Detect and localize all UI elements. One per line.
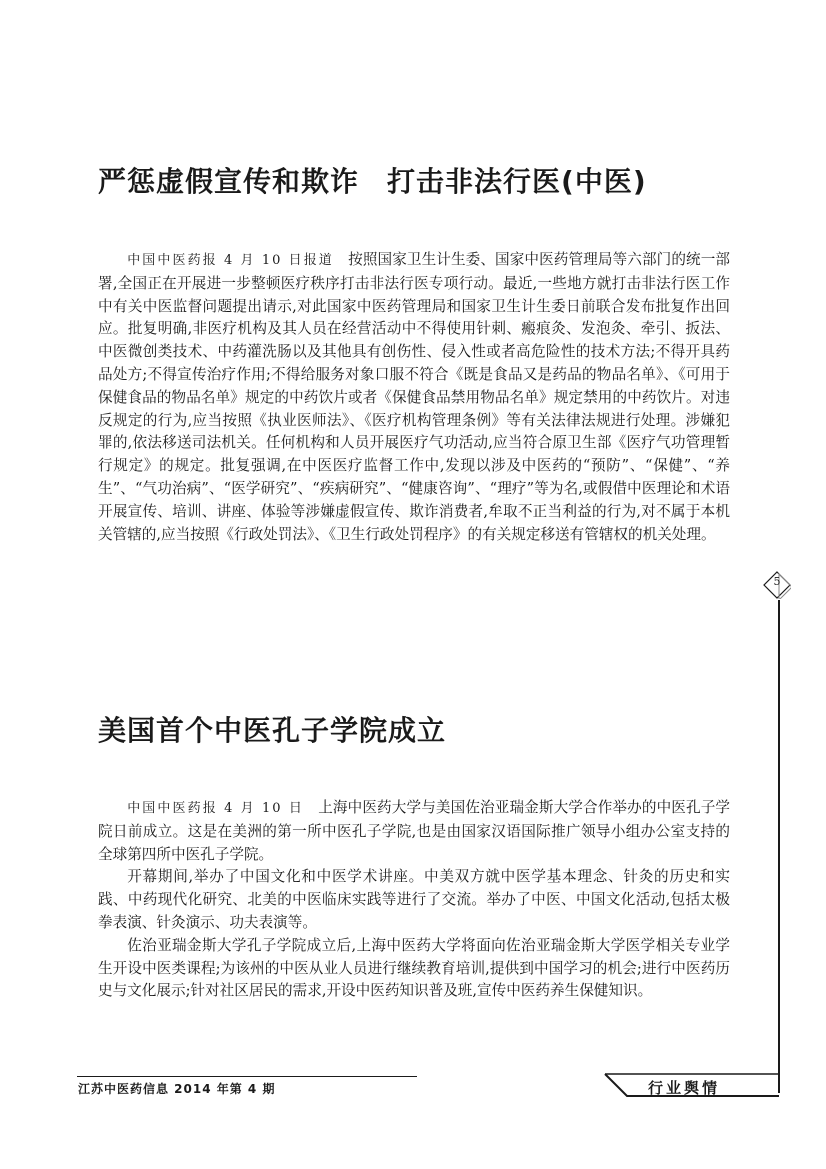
footer-publication: 江苏中医药信息 2014 年第 4 期 [78,1082,276,1096]
section-label: 行业舆情 [648,1079,721,1097]
article-2-source: 中国中医药报 4 月 10 日 [127,801,304,816]
article-2-paragraph-1-text: 上海中医药大学与美国佐治亚瑞金斯大学合作举办的中医孔子学院日前成立。这是在美洲的第一所中医孔子学院,也是由国家汉语国际推广领导小组办公室支持的全球第四所中医孔子学院。 [98,799,731,863]
article-2-paragraph-1 [98,797,730,866]
footer-rule [77,1076,417,1077]
article-2-body [98,797,730,1003]
article-1-paragraph-1-text: 按照国家卫生计生委、国家中医药管理局等六部门的统一部署,全国正在开展进一步整顿医疗秩序打击非法行医专项行动。最近,一些地方就打击非法行医工作中有关中医监督问题提出请示,对此国家中医药管理局和国家卫生计生委日前联合发布批复作出回应。批复明确,非医疗机构及其人员在经营活动中不得使用针刺、瘢痕灸、发泡灸、牵引、扳法、中医微创类技术、中药灌洗肠以及其他具有创伤性、侵入性或者高危险性的技术方法;不得开具药品处方;不得宣传治疗作用;不得给服务对象口服不符合《既是食品又是药品的物品名单》、《可用于保健食品的物品名单》规定的中药饮片或者《保健食品禁用物品名单》规定禁用的中药饮片。对违反规定的行为,应当按照《执业医师法》、《医疗机构管理条例》等有关法律法规进行处理。涉嫌犯罪的,依法移送司法机关。任何机构和人员开展医疗气功活动,应当符合原卫生部《医疗气功管理暂行规定》的规定。批复强调,在中医医疗监督工作中,发现以涉及中医药的“预防”、“保健”、“养生”、“气功治病”、“医学研究”、“疾病研究”、“健康咨询”、“理疗”等为名,或假借中医理论和术语开展宣传、培训、讲座、体验等涉嫌虚假宣传、欺诈消费者,牟取不正当利益的行为,对不属于本机关管辖的,应当按照《行政处罚法》、《卫生行政处罚程序》的有关规定移送有管辖权的机关处理。 [98,251,731,543]
article-1-body [98,249,730,546]
article-2-paragraph-2: 开幕期间,举办了中国文化和中医学术讲座。中美双方就中医学基本理念、针灸的历史和实践、中药现代化研究、北美的中医临床实践等进行了交流。举办了中医、中国文化活动,包括太极拳表演、针灸演示、功夫表演等。 [98,868,730,931]
article-1-title-part2: 打击非法行医(中医) [387,165,647,198]
article-1-title [98,160,647,200]
right-margin-rule [778,600,780,1093]
article-2-title: 美国首个中医孔子学院成立 [98,714,447,747]
article-1-paragraph-1 [98,249,730,546]
article-2-paragraph-3: 佐治亚瑞金斯大学孔子学院成立后,上海中医药大学将面向佐治亚瑞金斯大学医学相关专业学生开设中医类课程;为该州的中医从业人员进行继续教育培训,提供到中国学习的机会;进行中医药历史与文化展示;针对社区居民的需求,开设中医药知识普及班,宣传中医药养生保健知识。 [98,936,730,1000]
article-1-title-part1: 严惩虚假宣传和欺诈 [98,165,360,198]
page-number: 5 [773,575,781,588]
article-1-source: 中国中医药报 4 月 10 日报道 [127,253,334,268]
